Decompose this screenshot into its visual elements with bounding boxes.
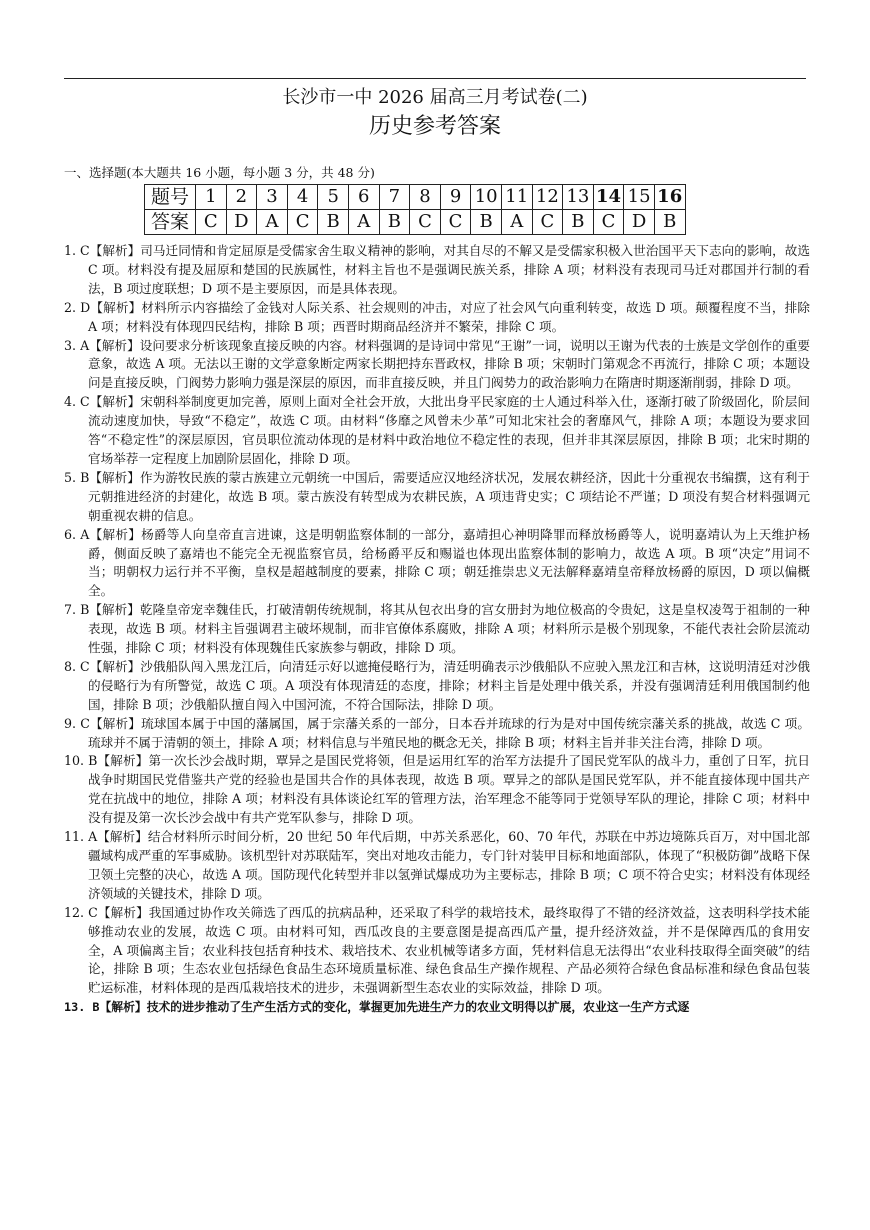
table-cell-answer: D: [226, 210, 257, 235]
answer-table-number-row: [145, 185, 686, 210]
table-cell-answer: A: [348, 210, 379, 235]
explanation-item-12: 12. C【解析】我国通过协作攻关筛选了西瓜的抗病品种，还采取了科学的栽培技术，最终取得了不错的经济效益，这表明科学技术能够推动农业的发展，故选 C 项。由材料可知，西瓜改良的主要意图是提高西瓜产量，提升经济效益，并不是保障西瓜的食用安全，A 项偏离主旨；农业科技包括育种技术、栽培技术、农业机械等诸多方面，凭材料信息无法得出“农业科技取得全面突破”的结论，排除 B 项；生态农业包括绿色食品生态环境质量标准、绿色食品生产操作规程、产品必须符合绿色食品标准和绿色食品包装贮运标准，材料体现的是西瓜栽培技术的进步，未强调新型生态农业的实际效益，排除 D 项。: [64, 904, 810, 996]
explanation-item-1: 1. C【解析】司马迁同情和肯定屈原是受儒家舍生取义精神的影响，对其自尽的不解又是受儒家积极入世治国平天下志向的影响，故选 C 项。材料没有提及屈原和楚国的民族属性，材料主旨也不是强调民族关系，排除 A 项；材料没有表现司马迁对郡国并行制的看法，B 项过度联想；D 项不是主要原因，而是具体表现。: [64, 243, 810, 296]
table-cell-answer: C: [196, 210, 227, 235]
table-cell-number: 14: [593, 185, 624, 210]
explanation-item-8: 8. C【解析】沙俄船队闯入黑龙江后，向清廷示好以遮掩侵略行为，清廷明确表示沙俄船队不应驶入黑龙江和吉林，这说明清廷对沙俄的侵略行为有所警觉，故选 C 项。A 项没有体现清廷的态度，排除；材料主旨是处理中俄关系，并没有强调清廷利用俄国制约他国，排除 B 项；沙俄船队擅自闯入中国河流，不符合国际法，排除 D 项。: [64, 658, 810, 712]
table-cell-number: 16: [654, 185, 685, 210]
table-cell-answer: D: [624, 210, 655, 235]
row-label-answer: 答案: [145, 210, 196, 235]
exam-subtitle: 历史参考答案: [368, 114, 501, 139]
explanation-item-10: 10. B【解析】第一次长沙会战时期，覃异之是国民党将领，但是运用红军的治军方法提升了国民党军队的战斗力，重创了日军，抗日战争时期国民党借鉴共产党的经验也是国共合作的具体表现，故选 B 项。覃异之的部队是国民党军队，并不能直接体现中国共产党在抗战中的地位，排除 A 项；材料没有具体谈论红军的管理方法，治军理念不能等同于党领导军队的理论，排除 C 项；材料中没有提及第一次长沙会战中有共产党军队参与，排除 D 项。: [64, 753, 810, 826]
answer-table-answer-row: [145, 210, 686, 235]
table-cell-number: 3: [257, 185, 288, 210]
table-cell-number: 10: [471, 185, 502, 210]
answer-table: [144, 184, 686, 235]
table-cell-answer: C: [440, 210, 471, 235]
table-cell-number: 2: [226, 185, 257, 210]
table-cell-answer: A: [257, 210, 288, 235]
table-cell-answer: B: [379, 210, 410, 235]
explanation-item-6: 6. A【解析】杨爵等人向皇帝直言进谏，这是明朝监察体制的一部分，嘉靖担心神明降罪而释放杨爵等人，说明嘉靖认为上天维护杨爵，侧面反映了嘉靖也不能完全无视监察官员，给杨爵平反和赐谥也体现出监察体制的影响力，故选 A 项。B 项“决定”用词不当；明朝权力运行并不平衡，皇权是超越制度的要素，排除 C 项；朝廷推崇忠义无法解释嘉靖皇帝释放杨爵的原因，D 项以偏概全。: [64, 526, 810, 599]
table-cell-number: 5: [318, 185, 349, 210]
explanation-item-13: 13. B【解析】技术的进步推动了生产生活方式的变化，掌握更加先进生产力的农业文明得以扩展，农业这一生产方式逐: [64, 1000, 690, 1015]
table-cell-number: 15: [624, 185, 655, 210]
table-cell-number: 12: [532, 185, 563, 210]
table-cell-number: 11: [501, 185, 532, 210]
table-cell-answer: C: [593, 210, 624, 235]
table-cell-answer: C: [532, 210, 563, 235]
exam-title: 长沙市一中 2026 届高三月考试卷(二): [282, 87, 588, 108]
top-rule: [64, 78, 806, 79]
table-cell-number: 4: [287, 185, 318, 210]
table-cell-answer: B: [318, 210, 349, 235]
explanation-list: [64, 242, 810, 1017]
table-cell-answer: C: [287, 210, 318, 235]
explanation-item-3: 3. A【解析】设问要求分析该现象直接反映的内容。材料强调的是诗词中常见“王谢”一词，说明以王谢为代表的士族是文学创作的重要意象，故选 A 项。无法以王谢的文学意象断定两家长期把持东晋政权，排除 B 项；宋朝时门第观念不再流行，排除 C 项；本题设问是直接反映，门阀势力影响力强是深层的原因，而非直接反映，并且门阀势力的政治影响力在隋唐时期逐渐削弱，排除 D 项。: [64, 337, 810, 391]
explanation-item-5: 5. B【解析】作为游牧民族的蒙古族建立元朝统一中国后，需要适应汉地经济状况，发展农耕经济，因此十分重视农书编撰，这有利于元朝推进经济的封建化，故选 B 项。蒙古族没有转型成为农耕民族，A 项违背史实；C 项结论不严谨；D 项没有契合材料强调元朝重视农耕的信息。: [64, 469, 810, 523]
table-cell-answer: B: [563, 210, 594, 235]
explanation-item-2: 2. D【解析】材料所示内容描绘了金钱对人际关系、社会规则的冲击，对应了社会风气向重利转变，故选 D 项。颠覆程度不当，排除 A 项；材料没有体现四民结构，排除 B 项；西晋时期商品经济并不繁荣，排除 C 项。: [64, 299, 810, 334]
table-cell-answer: C: [410, 210, 441, 235]
table-cell-number: 7: [379, 185, 410, 210]
table-cell-answer: B: [654, 210, 685, 235]
explanation-item-4: 4. C【解析】宋朝科举制度更加完善，原则上面对全社会开放，大批出身平民家庭的士人通过科举入仕，逐渐打破了阶级固化，阶层间流动速度加快，导致“不稳定”，故选 C 项。由材料“侈靡之风曾未少革”可知北宋社会的奢靡风气，排除 A 项；本题设为要求回答“不稳定性”的深层原因，官员职位流动体现的是材料中政治地位不稳定性的表现，但并非其深层原因，排除 B 项；北宋时期的官场举荐一定程度上加剧阶层固化，排除 D 项。: [64, 394, 810, 466]
table-cell-number: 8: [410, 185, 441, 210]
explanation-item-7: 7. B【解析】乾隆皇帝宠幸魏佳氏，打破清朝传统规制，将其从包衣出身的宫女册封为地位极高的令贵妃，这是皇权凌驾于祖制的一种表现，故选 B 项。材料主旨强调君主破坏规制，而非官僚体系腐败，排除 A 项；材料所示是极个别现象，不能代表社会阶层流动性强，排除 C 项；材料没有体现魏佳氏家族参与朝政，排除 D 项。: [64, 602, 810, 656]
explanation-item-11: 11. A【解析】结合材料所示时间分析，20 世纪 50 年代后期，中苏关系恶化，60、70 年代，苏联在中苏边境陈兵百万，对中国北部疆域构成严重的军事威胁。该机型针对苏联陆军，突出对地攻击能力，专门针对装甲目标和地面部队，体现了“积极防御”战略下保卫领土完整的决心，故选 A 项。国防现代化转型并非以氢弹试爆成功为主要标志，排除 B 项；C 项不符合史实；材料没有体现经济领域的关键技术，排除 D 项。: [64, 829, 810, 901]
table-cell-number: 9: [440, 185, 471, 210]
table-cell-number: 6: [348, 185, 379, 210]
explanation-item-9: 9. C【解析】琉球国本属于中国的藩属国，属于宗藩关系的一部分，日本吞并琉球的行为是对中国传统宗藩关系的挑战，故选 C 项。琉球并不属于清朝的领土，排除 A 项；材料信息与半殖民地的概念无关，排除 B 项；材料主旨并非关注台湾，排除 D 项。: [64, 715, 810, 750]
table-cell-number: 13: [563, 185, 594, 210]
section-heading: 一、选择题(本大题共 16 小题，每小题 3 分，共 48 分): [64, 165, 375, 180]
table-cell-number: 1: [196, 185, 227, 210]
table-cell-answer: B: [471, 210, 502, 235]
row-label-number: 题号: [145, 185, 196, 210]
table-cell-answer: A: [501, 210, 532, 235]
